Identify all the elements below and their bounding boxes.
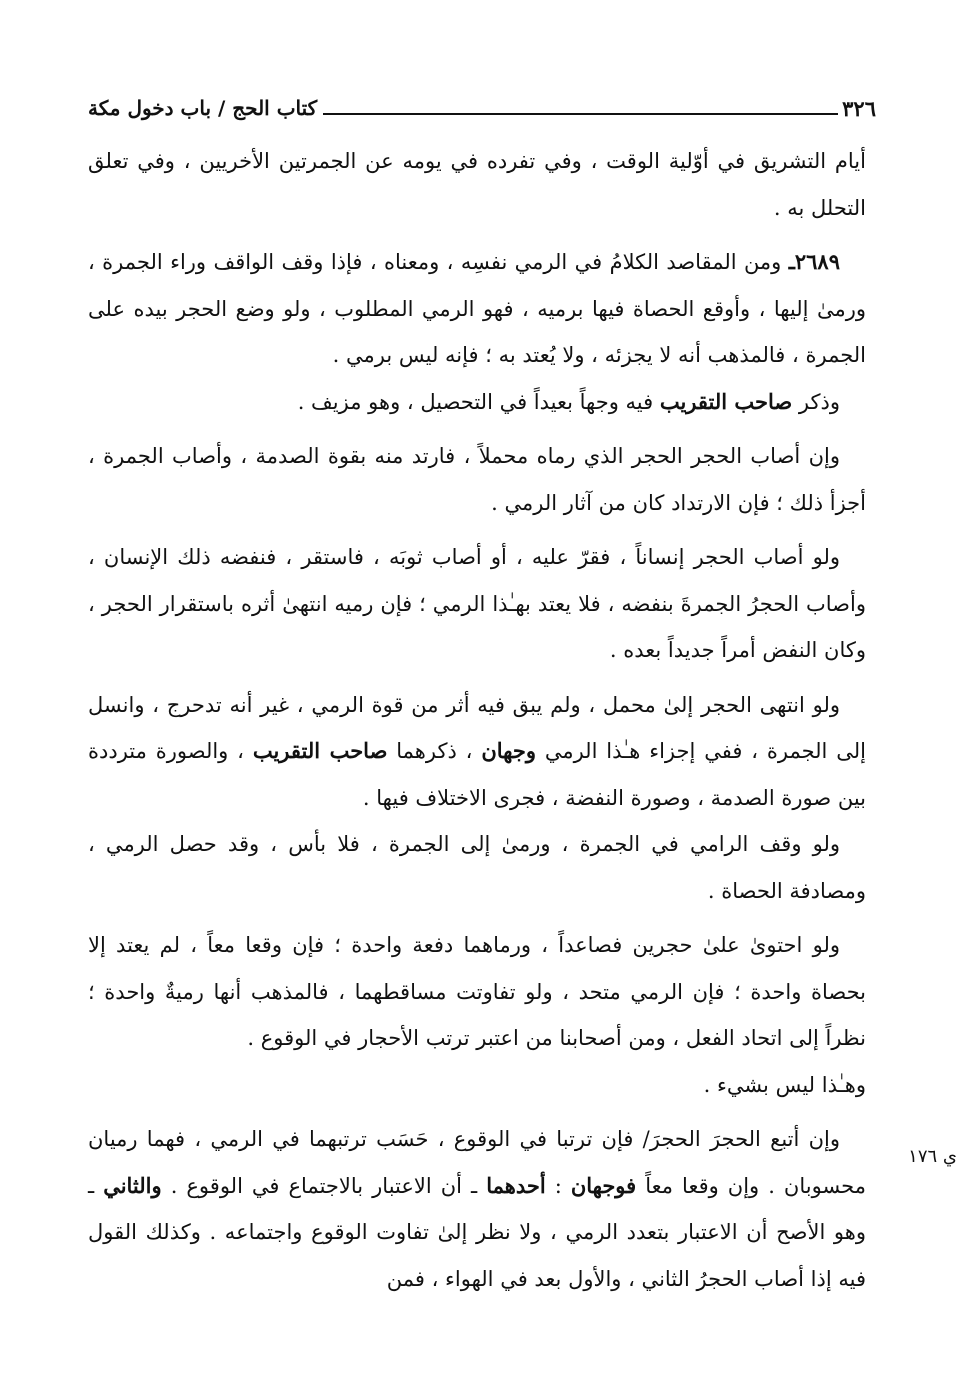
paragraph-text: وهـٰذا ليس بشيء . <box>703 1072 866 1097</box>
running-header <box>88 88 876 128</box>
paragraph <box>88 1116 866 1302</box>
paragraph-text: أيام التشريق في أوّلية الوقت ، وفي تفرده في يومه عن الجمرتين الأخريين ، وفي تعلق التحلل به . <box>88 149 866 220</box>
paragraph <box>88 821 866 914</box>
section-number: ٢٦٨٩ـ <box>788 249 840 274</box>
header-rule <box>323 101 838 115</box>
running-title: كتاب الحج / باب دخول مكة <box>88 96 318 120</box>
paragraph-text: فيه وجهاً بعيداً في التحصيل ، وهو مزيف . <box>297 389 660 414</box>
page-number: ٣٢٦ <box>842 95 876 121</box>
body-text <box>88 138 866 1302</box>
paragraph <box>88 433 866 526</box>
paragraph-2689 <box>88 239 866 379</box>
paragraph-text: وإن أصاب الحجر الحجر الذي رماه محملاً ، فارتد منه بقوة الصدمة ، وأصاب الجمرة ، أجزأ ذلك ؛ فإن الارتداد كان من آثار الرمي . <box>88 444 866 515</box>
paragraph-text: ـ وهو الأصح أن الاعتبار بتعدد الرمي ، ولا نظر إلىٰ تفاوت الوقوع واجتماعه . وكذلك القول فيه إذا أصاب الحجرُ الثاني ، والأول بعد في الهواء ، فمن <box>88 1173 866 1291</box>
margin-reference: ي ١٧٦ <box>908 1146 957 1167</box>
paragraph <box>88 534 866 674</box>
paragraph-text: ولو احتوىٰ علىٰ حجرين فصاعداً ، ورماهما دفعة واحدة ؛ فإن وقعا معاً ، لم يعتد إلا بحصاة واحدة ؛ فإن الرمي متحد ، ولو تفاوتت مساقطهما ، فالمذهب أنها رميةٌ واحدة ؛ نظراً إلى اتحاد الفعل ، ومن أصحابنا من اعتبر ترتب الأحجار في الوقوع . <box>88 933 866 1050</box>
paragraph-text: وذكر <box>792 389 840 414</box>
bold-term: صاحب التقريب <box>659 388 793 414</box>
paragraph-continuation <box>88 138 866 231</box>
bold-term: أحدهما <box>486 1172 546 1198</box>
paragraph <box>88 379 866 426</box>
paragraph <box>88 922 866 1062</box>
paragraph-text: وإن أتبع الحجرَ الحجرَ/ فإن ترتبا في الوقوع ، حَسَب ترتبهما في الرمي ، فهما رميان محسوبان . وإن وقعا معاً <box>88 1127 866 1198</box>
paragraph-text: ولو انتهى الحجر إلىٰ محمل ، ولم يبق فيه أثر من قوة الرمي ، غير أنه تدحرج ، وانسل إلى الجمرة ، ففي إجزاء هـٰذا الرمي <box>88 692 866 763</box>
paragraph-text: : <box>545 1173 571 1198</box>
paragraph-text: ، والصورة مترددة بين صورة الصدمة ، وصورة النفضة ، فجرى الاختلاف فيها . <box>88 739 866 810</box>
paragraph <box>88 682 866 822</box>
paragraph-text: ومن المقاصد الكلامُ في الرمي نفسِه ، ومعناه ، فإذا وقف الواقف وراء الجمرة ، ورمىٰ إليها ، وأوقع الحصاة فيها برميه ، فهو الرمي المطلوب ، ولو وضع الحجر بيده على الجمرة ، فالمذهب أنه لا يجزئه ، ولا يُعتد به ؛ فإنه ليس برمي . <box>88 250 866 367</box>
paragraph-text: ولو وقف الرامي في الجمرة ، ورمىٰ إلى الجمرة ، فلا بأس ، وقد حصل الرمي ، ومصادفة الحصاة . <box>88 832 866 903</box>
bold-term: والثاني <box>103 1172 162 1198</box>
paragraph-text: ـ أن الاعتبار بالاجتماع في الوقوع . <box>161 1173 487 1198</box>
paragraph <box>88 1062 866 1109</box>
bold-term: وجهان <box>481 738 536 763</box>
bold-term: صاحب التقريب <box>252 738 388 763</box>
paragraph-text: ولو أصاب الحجر إنساناً ، فقرّ عليه ، أو أصاب ثوبَه ، فاستقر ، فنفضه ذلك الإنسان ، وأصاب الحجرُ الجمرةَ بنفضه ، فلا يعتد بهـٰذا الرمي ؛ فإن رميه انتهىٰ أثره باستقرار الحجر ، وكان النفض أمراً جديداً بعده . <box>88 545 866 662</box>
bold-term: فوجهان <box>570 1172 637 1198</box>
paragraph-text: ، ذكرهما <box>387 739 482 763</box>
